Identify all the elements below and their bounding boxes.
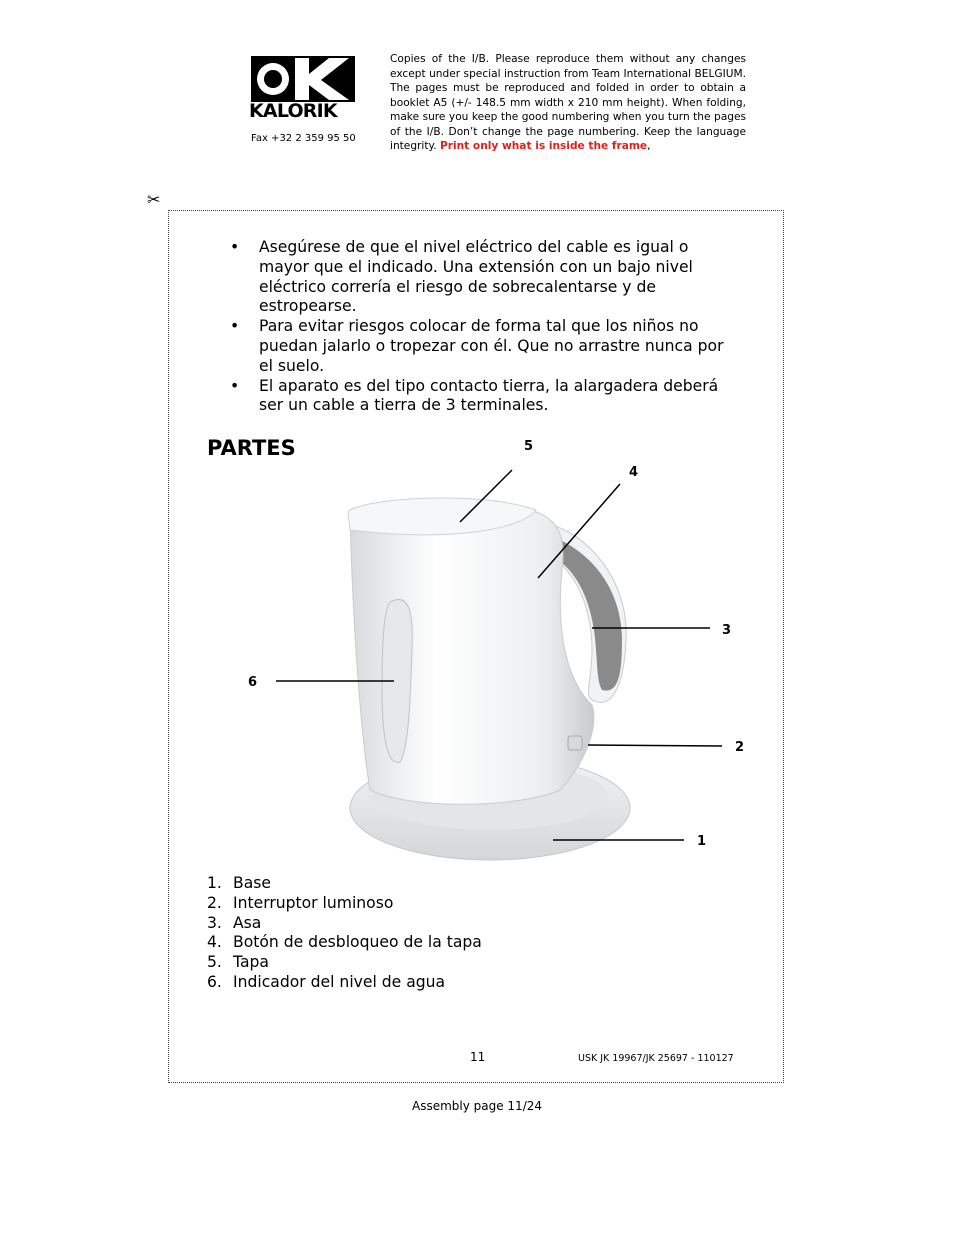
- callout-6: 6: [248, 675, 258, 690]
- notice-end: ,: [647, 140, 651, 152]
- brand-wordmark: KALORIK: [249, 100, 337, 122]
- list-item: [207, 953, 482, 973]
- part-number: 5.: [207, 953, 222, 972]
- part-number: 6.: [207, 972, 222, 991]
- list-item: • Para evitar riesgos colocar de forma tal que los niños no puedan jalarlo o tropezar con él. Que no arrastre nunca por el suelo.: [230, 317, 740, 376]
- part-label: Tapa: [233, 953, 269, 972]
- list-item: [207, 874, 482, 894]
- list-item: [207, 933, 482, 953]
- callout-1: 1: [697, 834, 707, 849]
- page-number: 11: [470, 1050, 486, 1064]
- list-item: • El aparato es del tipo contacto tierra, la alargadera deberá ser un cable a tierra de 3 terminales.: [230, 377, 740, 417]
- parts-list: [207, 874, 482, 993]
- reproduction-notice: [390, 52, 746, 154]
- assembly-page-label: Assembly page 11/24: [411, 1099, 543, 1113]
- list-item: [207, 973, 482, 993]
- list-item: • Asegúrese de que el nivel eléctrico del cable es igual o mayor que el indicado. Una extensión con un bajo nivel eléctrico correría el riesgo de sobrecalentarse y de estropearse.: [230, 238, 740, 317]
- callout-4: 4: [629, 465, 639, 480]
- section-title: PARTES: [207, 436, 296, 460]
- notice-text: Copies of the I/B. Please reproduce them without any changes except under special instruction from Team International BELGIUM. The pages must be reproduced and folded in order to obtain a booklet A5 (+/- 148.5 mm width x 210 mm height). When folding, make sure you keep the good numbering when you turn the pages of the I/B. Don’t change the page numbering. Keep the language integrity.: [390, 53, 746, 152]
- part-label: Interruptor luminoso: [233, 893, 394, 912]
- part-label: Indicador del nivel de agua: [233, 972, 446, 991]
- document-code: USK JK 19967/JK 25697 - 110127: [578, 1053, 734, 1064]
- safety-bullet-list: [230, 238, 740, 416]
- part-number: 1.: [207, 874, 222, 892]
- scissors-icon: ✂: [147, 190, 161, 209]
- callout-5: 5: [524, 439, 534, 454]
- callout-2: 2: [735, 740, 745, 755]
- part-label: Asa: [233, 913, 262, 932]
- fax-number: Fax +32 2 359 95 50: [251, 133, 356, 144]
- part-number: 4.: [207, 933, 222, 952]
- list-item: [207, 914, 482, 934]
- part-label: Botón de desbloqueo de la tapa: [233, 933, 482, 952]
- notice-highlight: Print only what is inside the frame: [440, 140, 648, 152]
- callout-3: 3: [722, 623, 732, 638]
- list-item: [207, 894, 482, 914]
- part-number: 2.: [207, 893, 222, 912]
- part-number: 3.: [207, 913, 222, 932]
- part-label: Base: [233, 874, 271, 892]
- kettle-illustration: [330, 490, 650, 870]
